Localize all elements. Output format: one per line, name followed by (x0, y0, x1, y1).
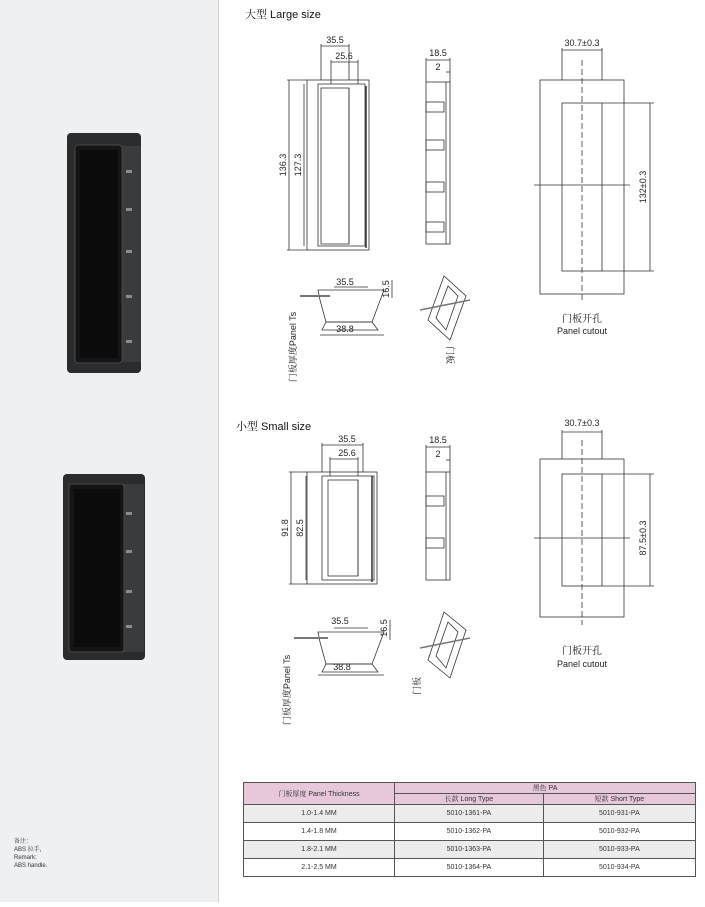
short-type-cell: 5010-931-PA (543, 805, 695, 823)
remark-line: ABS handle. (14, 863, 48, 869)
thickness-cell: 1.0-1.4 MM (244, 805, 395, 823)
small-section-width-label: 35.5 (331, 616, 349, 626)
small-size-heading: 小型 Small size (236, 421, 312, 433)
small-cutout-zh-label: 门板开孔 (562, 646, 602, 657)
small-section-height-label: 16.5 (379, 619, 389, 637)
large-depth-label: 18.5 (429, 48, 447, 58)
small-inner-width-label: 25.6 (338, 448, 356, 458)
small-height-label: 91.8 (280, 519, 290, 537)
small-cutout-height-label: 87.5±0.3 (638, 520, 648, 556)
table-row (244, 859, 696, 877)
short-type-cell: 5010-933-PA (543, 841, 695, 859)
small-outer-width-label: 35.5 (338, 434, 356, 444)
small-lip-label: 2 (435, 449, 441, 459)
large-outer-width-label: 35.5 (326, 35, 344, 45)
table-row (244, 805, 696, 823)
remark-line: 备注： (14, 839, 33, 845)
short-type-cell: 5010-934-PA (543, 859, 695, 877)
long-type-cell: 5010-1363-PA (395, 841, 544, 859)
large-section-height-label: 16.5 (381, 280, 391, 298)
small-panel-cutout (534, 430, 654, 625)
large-inner-height-label: 127.3 (293, 153, 303, 177)
table-row (244, 841, 696, 859)
long-type-cell: 5010-1362-PA (395, 823, 544, 841)
table-row (244, 823, 696, 841)
small-cutout-en-label: Panel cutout (556, 659, 608, 669)
long-type-cell: 5010-1361-PA (395, 805, 544, 823)
spec-table (243, 782, 696, 877)
large-isometric-view (420, 276, 470, 340)
thickness-cell: 1.8-2.1 MM (244, 841, 395, 859)
thickness-header: 门板厚度 Panel Thickness (244, 783, 395, 805)
large-inner-width-label: 25.6 (335, 51, 353, 61)
large-cutout-en-label: Panel cutout (556, 326, 608, 336)
small-depth-label: 18.5 (429, 435, 447, 445)
thickness-cell: 1.4-1.8 MM (244, 823, 395, 841)
large-door-label: 门板 (445, 345, 455, 365)
remark-line: ABS 拉手， (14, 847, 46, 853)
large-section-width-label: 35.5 (336, 277, 354, 287)
large-cutout-zh-label: 门板开孔 (562, 314, 602, 325)
small-inner-height-label: 82.5 (295, 519, 305, 537)
color-header: 黑色 PA (395, 783, 696, 794)
large-cutout-width-label: 30.7±0.3 (564, 38, 600, 48)
large-height-label: 136.3 (278, 153, 288, 177)
small-isometric-view (420, 612, 470, 678)
small-door-label: 门板 (412, 676, 422, 696)
small-panel-ts-label: 门板厚度Panel Ts (282, 654, 292, 726)
large-front-view (287, 44, 369, 250)
large-panel-cutout (534, 48, 654, 300)
small-cutout-width-label: 30.7±0.3 (564, 418, 600, 428)
small-front-view (289, 443, 377, 584)
remark-line: Remark: (14, 855, 37, 861)
short-type-cell: 5010-932-PA (543, 823, 695, 841)
large-section-base-label: 38.8 (336, 324, 354, 334)
thickness-cell: 2.1-2.5 MM (244, 859, 395, 877)
long-type-header: 长款 Long Type (395, 794, 544, 805)
small-side-view (426, 445, 450, 580)
large-panel-ts-label: 门板厚度Panel Ts (288, 311, 298, 383)
small-section-base-label: 38.8 (333, 662, 351, 672)
short-type-header: 短款 Short Type (543, 794, 695, 805)
large-cutout-height-label: 132±0.3 (638, 170, 648, 204)
large-size-heading: 大型 Large size (245, 9, 321, 21)
long-type-cell: 5010-1364-PA (395, 859, 544, 877)
large-side-view (426, 58, 450, 244)
large-lip-label: 2 (435, 62, 441, 72)
